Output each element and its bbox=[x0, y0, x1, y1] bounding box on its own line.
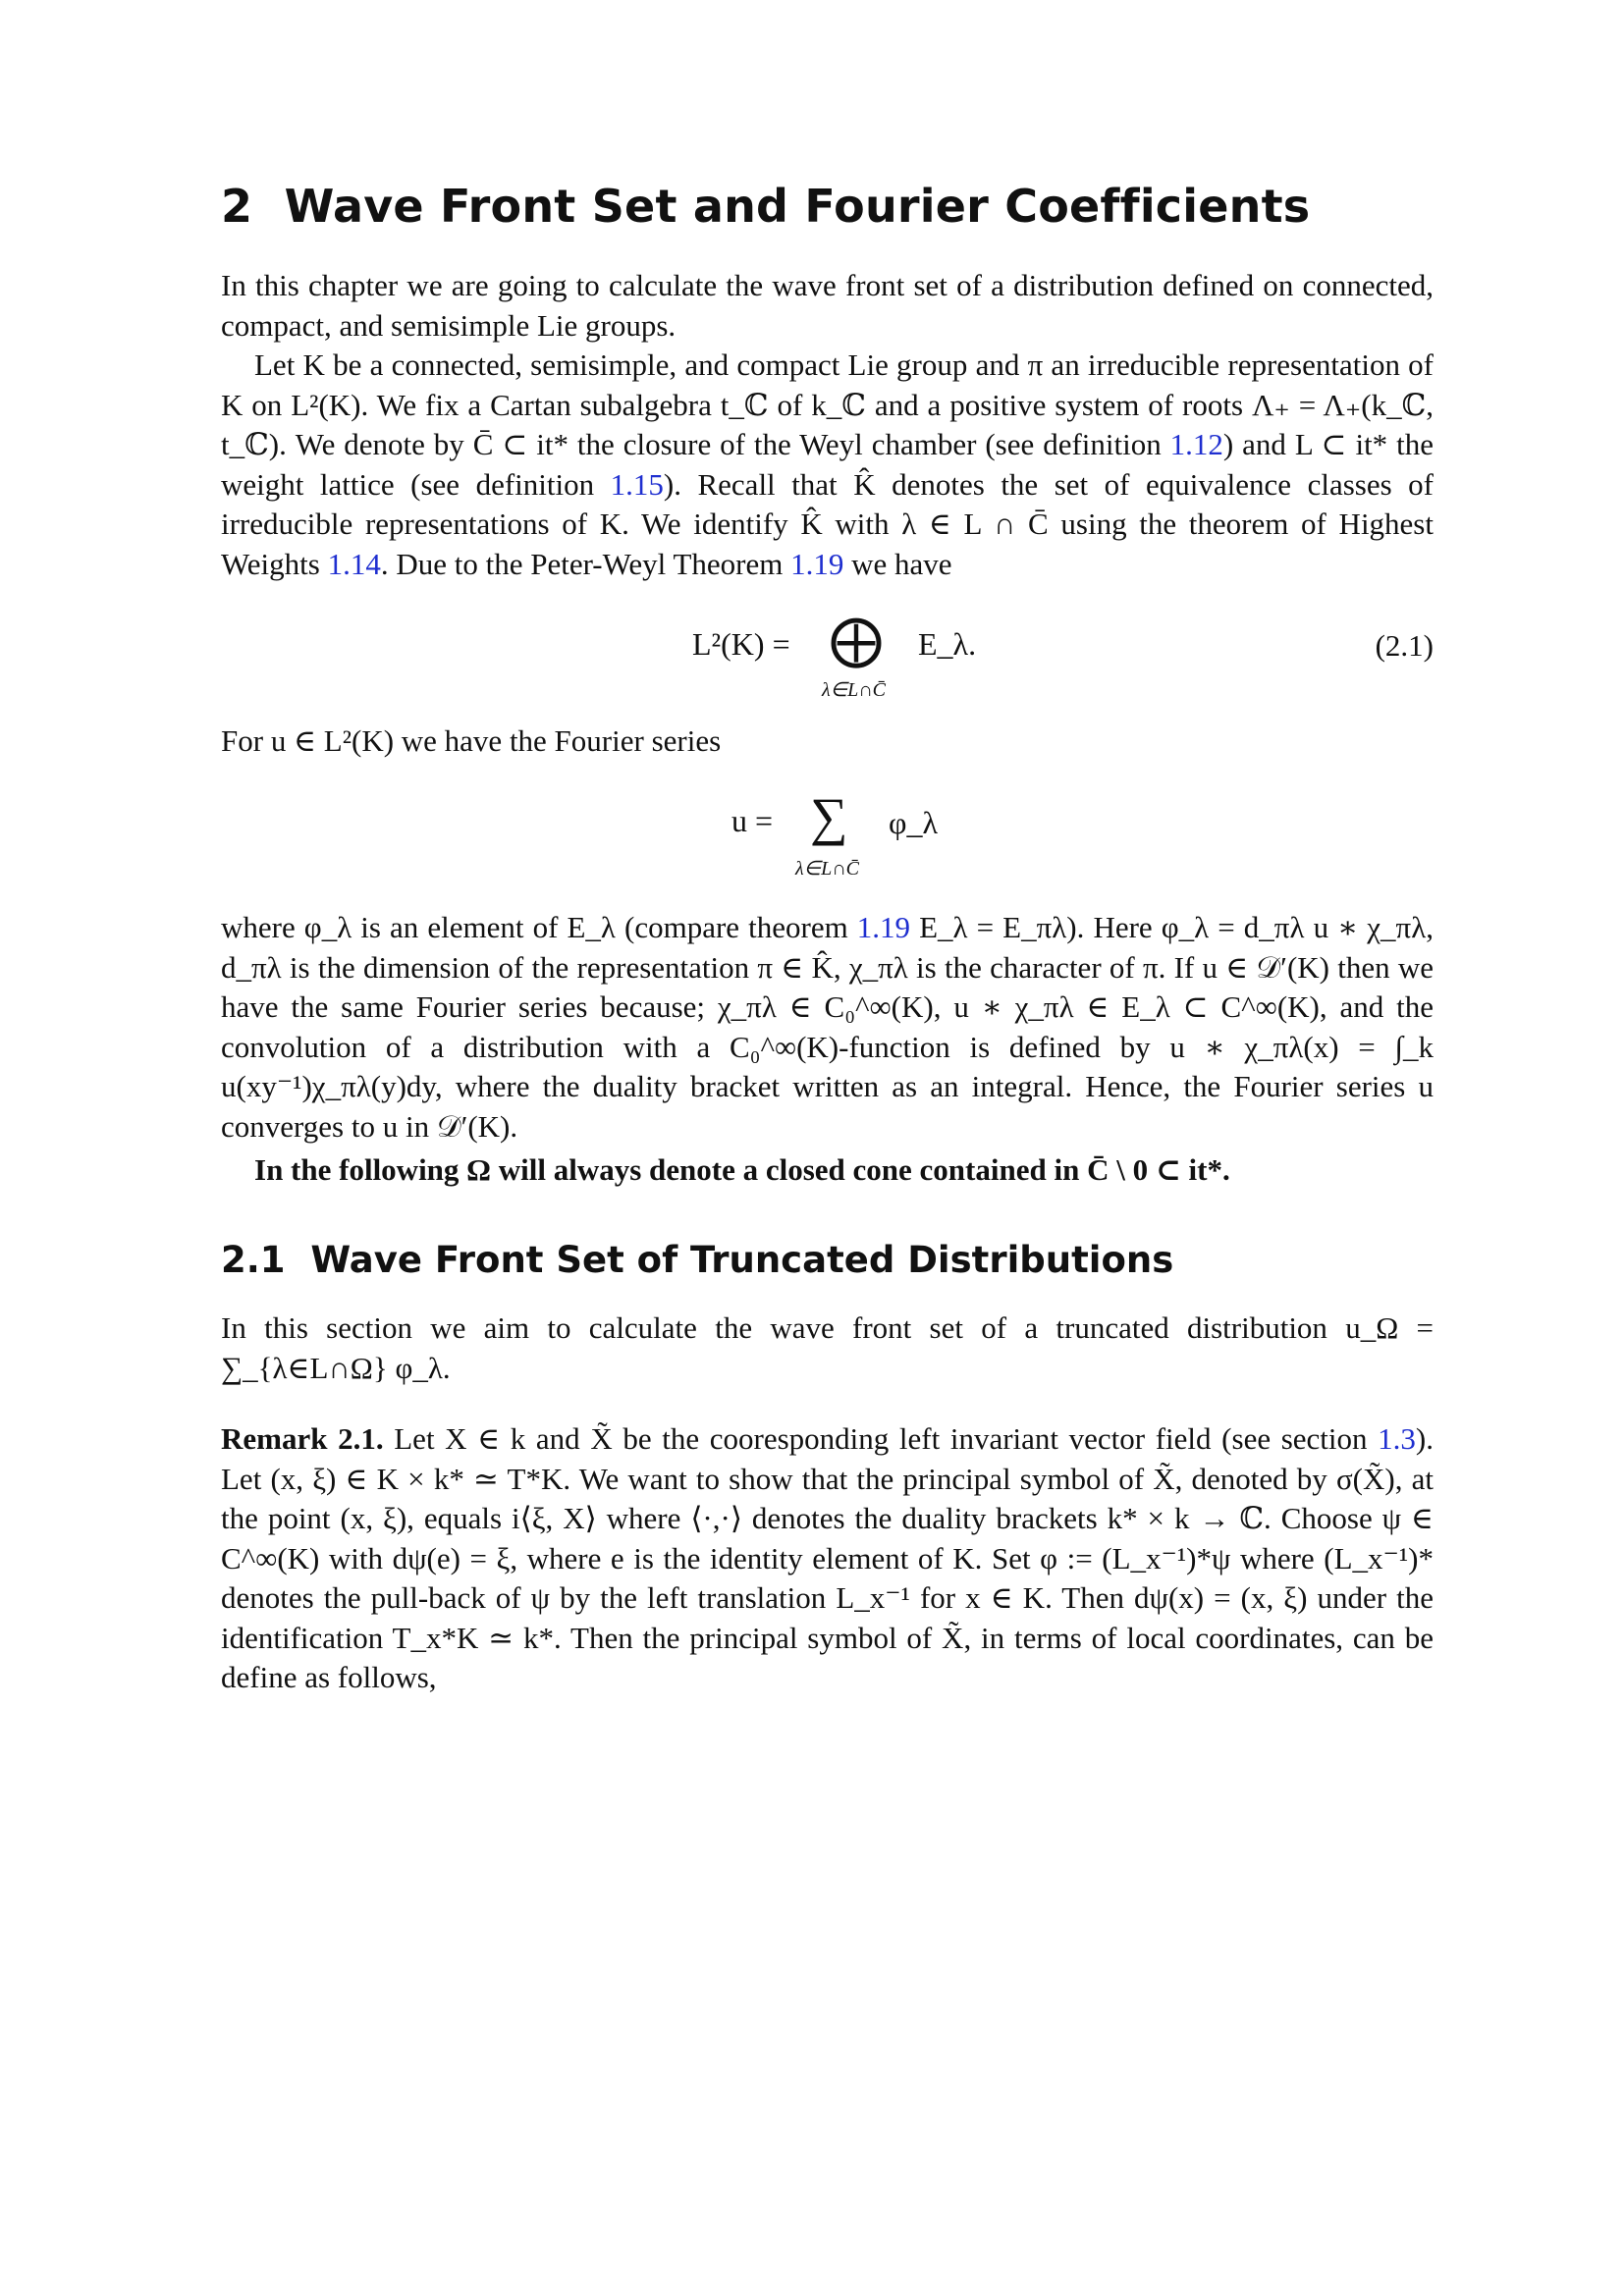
ref-theorem-1-14[interactable]: 1.14 bbox=[327, 546, 381, 581]
remark-label: Remark 2.1. bbox=[221, 1421, 384, 1456]
chapter-number: 2 bbox=[221, 180, 253, 233]
eq1-rhs: E_λ. bbox=[918, 626, 977, 662]
ref-theorem-1-19-b[interactable]: 1.19 bbox=[856, 910, 911, 944]
ref-definition-1-12[interactable]: 1.12 bbox=[1169, 427, 1223, 461]
section-title: Wave Front Set of Truncated Distributions bbox=[310, 1239, 1174, 1281]
intro-paragraph: In this chapter we are going to calculate the wave front set of a distribution defined on connected, compact, and semisimple Lie groups. bbox=[221, 268, 1434, 343]
direct-sum-symbol: ⨁ bbox=[830, 611, 883, 669]
ref-definition-1-15[interactable]: 1.15 bbox=[610, 466, 664, 502]
eq2-rhs: φ_λ bbox=[889, 805, 938, 840]
ref-section-1-3[interactable]: 1.3 bbox=[1378, 1421, 1416, 1456]
eq2-lhs: u = bbox=[731, 803, 774, 838]
fourier-intro: For u ∈ L²(K) we have the Fourier series bbox=[221, 723, 722, 758]
sum-symbol: ∑ bbox=[810, 787, 848, 846]
chapter-heading bbox=[221, 180, 1310, 233]
paper-page bbox=[221, 0, 1434, 2296]
eq1-lhs: L²(K) = bbox=[692, 626, 790, 662]
section-heading bbox=[221, 1239, 1173, 1281]
section-intro: In this section we aim to calculate the wave front set of a truncated distribution u_Ω = ∑_{λ∈L∩Ω} φ_λ. bbox=[221, 1310, 1434, 1385]
remark-2-1: Remark 2.1. Let X ∈ k and X̃ be the cooresponding left invariant vector field (see section 1.3). Let (x, ξ) ∈ K × k* ≃ T*K. We want to show that the principal symbol of X̃, denoted by σ(X̃), at the point (x, ξ), equals i⟨ξ, X⟩ where ⟨·,·⟩ denotes the duality brackets k* × k → ℂ. Choose ψ ∈ C^∞(K) with dψ(e) = ξ, where e is the identity element of K. Set φ := (L_x⁻¹)*ψ where (L_x⁻¹)* denotes the pull-back of ψ by the left translation L_x⁻¹ for x ∈ K. Then dψ(x) = (x, ξ) under the identification T_x*K ≃ k*. Then the principal symbol of X̃, in terms of local coordinates, can be define as follows, bbox=[221, 1421, 1434, 1694]
eq2-index: λ∈L∩C̄ bbox=[795, 858, 859, 880]
equation-number: (2.1) bbox=[1375, 628, 1434, 663]
convention-statement: In the following Ω will always denote a closed cone contained in C̄ \ 0 ⊂ it*. bbox=[254, 1152, 1230, 1187]
setup-paragraph: Let K be a connected, semisimple, and compact Lie group and π an irreducible representation of K on L²(K). We fix a Cartan subalgebra t_ℂ of k_ℂ and a positive system of roots Λ₊ = Λ₊(k_ℂ, t_ℂ). We denote by C̄ ⊂ it* the closure of the Weyl chamber (see definition 1.12) and L ⊂ it* the weight lattice (see definition 1.15). Recall that K̂ denotes the set of equivalence classes of irreducible representations of K. We identify K̂ with λ ∈ L ∩ C̄ using the theorem of Highest Weights 1.14. Due to the Peter-Weyl Theorem 1.19 we have bbox=[221, 347, 1434, 581]
section-number: 2.1 bbox=[221, 1239, 286, 1281]
ref-theorem-1-19[interactable]: 1.19 bbox=[790, 546, 844, 581]
chapter-title: Wave Front Set and Fourier Coefficients bbox=[284, 180, 1311, 233]
eq1-index: λ∈L∩C̄ bbox=[822, 679, 886, 701]
fourier-paragraph: where φ_λ is an element of E_λ (compare theorem 1.19 E_λ = E_πλ). Here φ_λ = d_πλ u ∗ χ_πλ, d_πλ is the dimension of the representation π ∈ K̂, χ_πλ is the character of π. If u ∈ 𝒟′(K) then we have the same Fourier series because; χ_πλ ∈ C₀^∞(K), u ∗ χ_πλ ∈ E_λ ⊂ C^∞(K), and the convolution of a distribution with a C₀^∞(K)-function is defined by u ∗ χ_πλ(x) = ∫_k u(xy⁻¹)χ_πλ(y)dy, where the duality bracket written as an integral. Hence, the Fourier series u converges to u in 𝒟′(K). bbox=[221, 910, 1434, 1144]
